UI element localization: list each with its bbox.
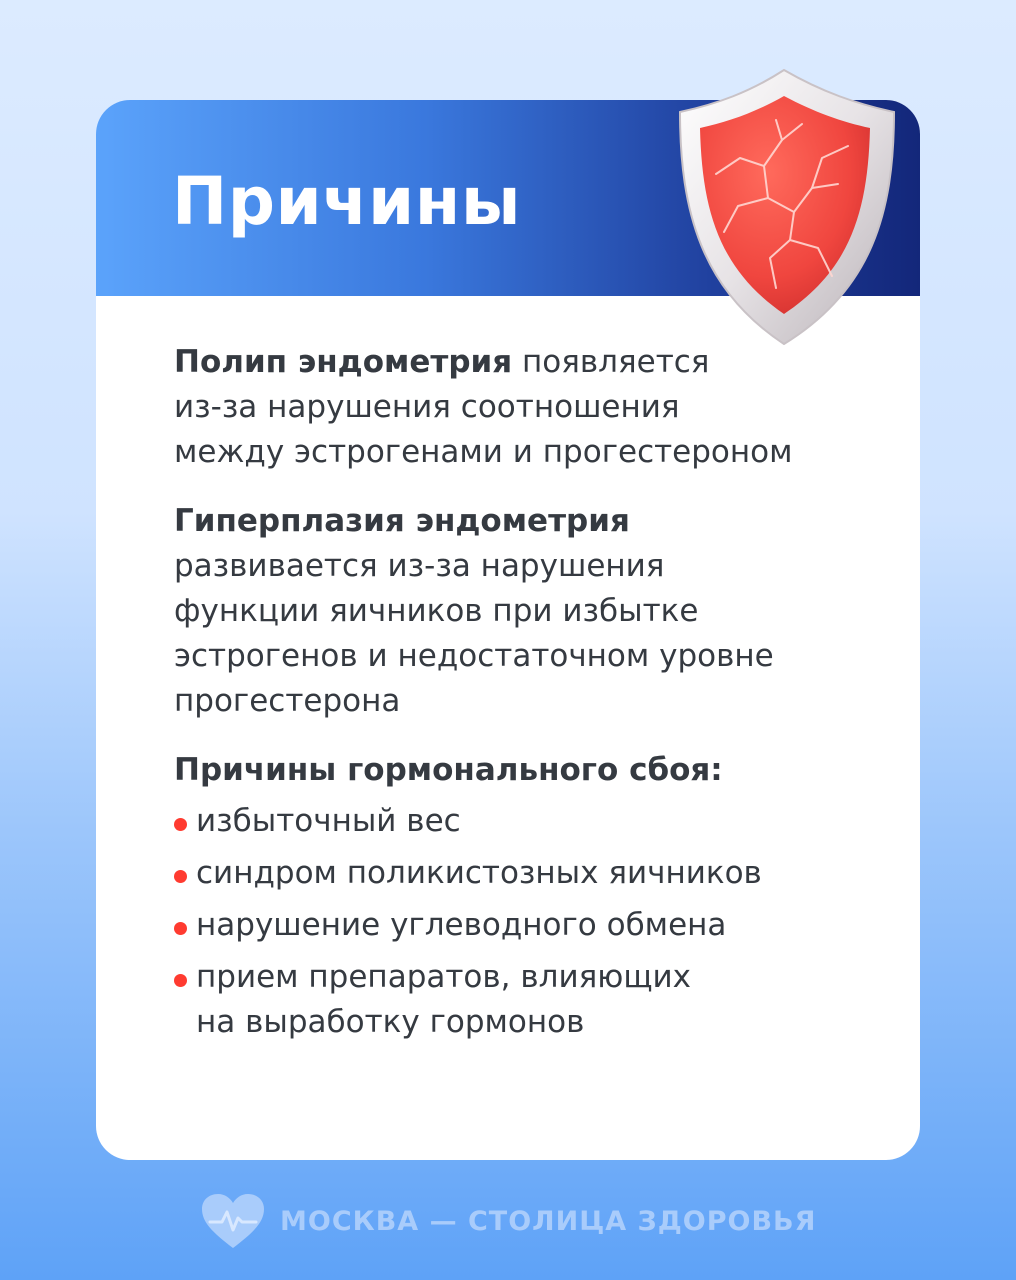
hyperplasia-text-4: эстрогенов и недостаточном уровне [174, 638, 774, 674]
polyp-text-3: между эстрогенами и прогестероном [174, 434, 793, 470]
list-item [174, 851, 874, 896]
card-content [174, 340, 874, 1052]
list-item-text: избыточный вес [196, 803, 461, 839]
polyp-paragraph [174, 340, 874, 475]
causes-list [174, 799, 874, 1045]
hyperplasia-term: Гиперплазия эндометрия [174, 503, 630, 539]
footer-brand [200, 1186, 820, 1256]
hyperplasia-paragraph [174, 499, 874, 724]
footer-text: МОСКВА — СТОЛИЦА ЗДОРОВЬЯ [280, 1205, 817, 1237]
polyp-text-2: из-за нарушения соотношения [174, 389, 680, 425]
list-item-text-2: на выработку гормонов [196, 1004, 585, 1040]
causes-title: Причины гормонального сбоя: [174, 752, 723, 788]
cracked-shield-icon [672, 62, 912, 352]
heart-icon [200, 1192, 266, 1250]
list-item [174, 903, 874, 948]
hyperplasia-text-5: прогестерона [174, 683, 401, 719]
polyp-text-1: появляется [512, 344, 710, 380]
bullet-icon [174, 974, 187, 987]
hyperplasia-text-2: развивается из-за нарушения [174, 548, 665, 584]
list-item-text: прием препаратов, влияющих [196, 959, 692, 995]
list-item [174, 799, 874, 844]
list-item [174, 955, 874, 1045]
polyp-term: Полип эндометрия [174, 344, 513, 380]
bullet-icon [174, 922, 187, 935]
hyperplasia-text-3: функции яичников при избытке [174, 593, 699, 629]
list-item-text: нарушение углеводного обмена [196, 907, 727, 943]
list-item-text: синдром поликистозных яичников [196, 855, 762, 891]
page-title: Причины [172, 163, 522, 240]
bullet-icon [174, 818, 187, 831]
bullet-icon [174, 870, 187, 883]
